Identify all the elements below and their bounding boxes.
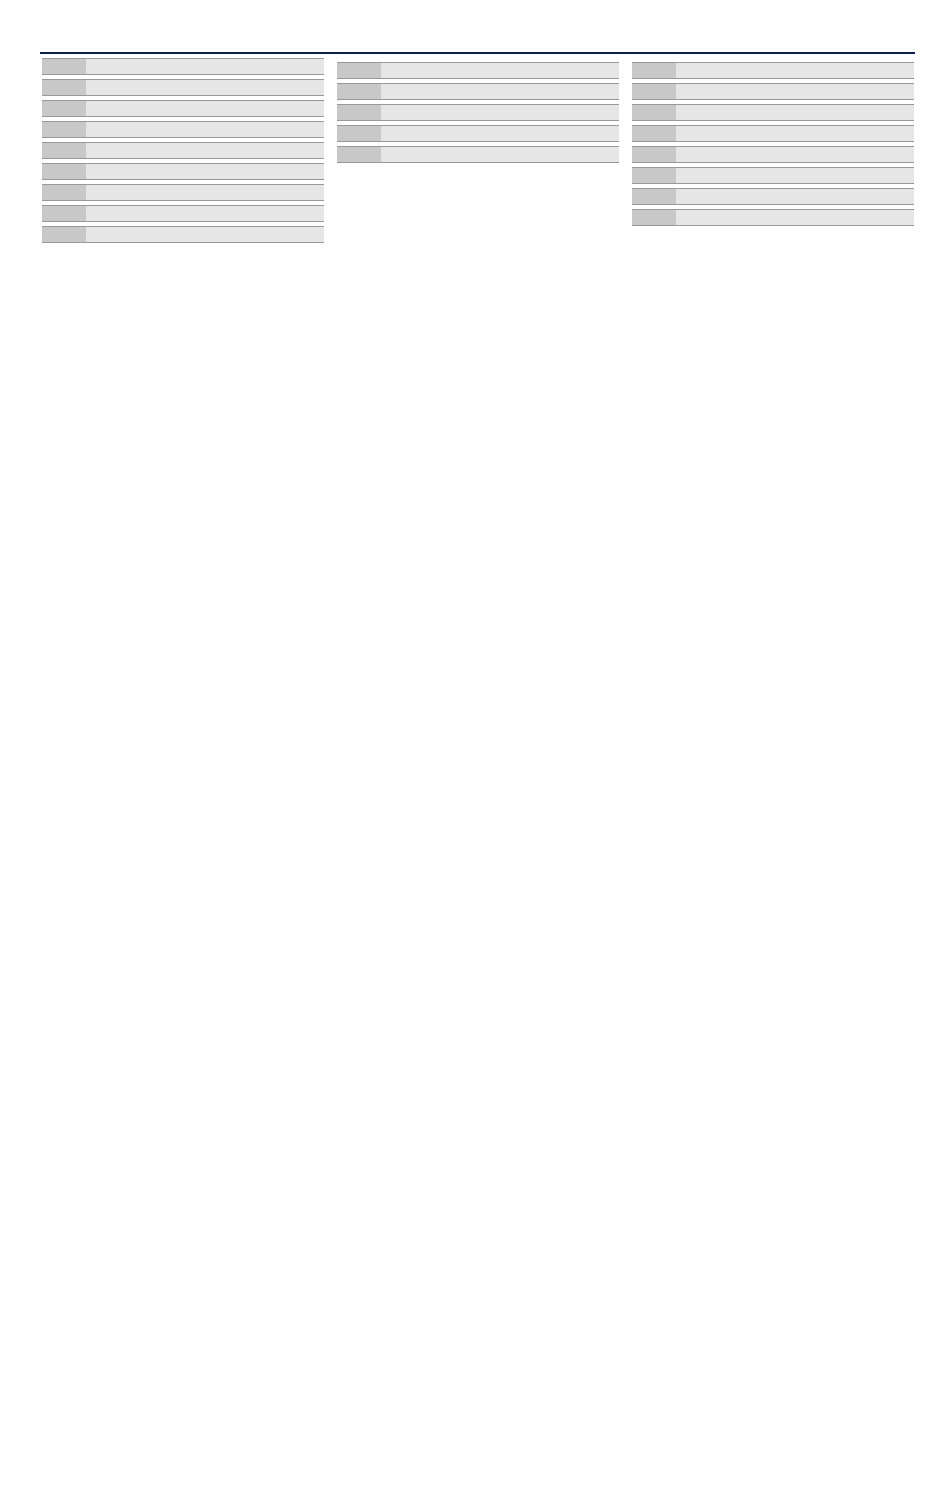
article-number [632, 63, 676, 78]
continuation-article [337, 104, 619, 121]
article-number [337, 105, 381, 120]
article-number [42, 143, 86, 158]
continuation-header [337, 104, 619, 121]
continuation-article [42, 163, 324, 180]
continuation-header [42, 100, 324, 117]
article-number [632, 210, 676, 225]
article-number [42, 80, 86, 95]
continuation-header [632, 125, 914, 142]
continuation-header [337, 125, 619, 142]
article-number [42, 101, 86, 116]
continuation-article [632, 188, 914, 205]
article-number [632, 189, 676, 204]
article-number [632, 84, 676, 99]
column-2 [337, 58, 619, 1494]
continuation-header [42, 58, 324, 75]
continuation-article [632, 104, 914, 121]
continuation-article [42, 142, 324, 159]
article-number [632, 147, 676, 162]
continuation-article [42, 58, 324, 75]
continuation-header [42, 142, 324, 159]
continuation-article [632, 209, 914, 226]
article-number [632, 126, 676, 141]
article-number [337, 63, 381, 78]
article-number [42, 206, 86, 221]
article-number [632, 105, 676, 120]
continuation-header [632, 83, 914, 100]
continuation-header [42, 79, 324, 96]
continuation-article [42, 121, 324, 138]
continuation-header [337, 83, 619, 100]
continuation-header [42, 121, 324, 138]
article-number [337, 84, 381, 99]
continuation-header [632, 62, 914, 79]
masthead-rule [40, 52, 915, 54]
article-number [42, 164, 86, 179]
continuation-header [632, 104, 914, 121]
continuation-header [337, 146, 619, 163]
continuation-header [42, 226, 324, 243]
article-number [42, 227, 86, 242]
continuation-article [632, 83, 914, 100]
continuation-article [632, 125, 914, 142]
continuation-header [337, 62, 619, 79]
continuation-header [632, 167, 914, 184]
continuation-header [632, 209, 914, 226]
continuation-article [632, 167, 914, 184]
continuation-header [42, 184, 324, 201]
continuation-header [42, 163, 324, 180]
continuation-article [337, 83, 619, 100]
continuation-article [42, 79, 324, 96]
continuation-header [42, 205, 324, 222]
continuation-article [42, 184, 324, 201]
article-number [42, 59, 86, 74]
continuation-article [42, 205, 324, 222]
continuation-article [337, 146, 619, 163]
continuation-article [632, 146, 914, 163]
continuation-article [632, 62, 914, 79]
column-1 [42, 58, 324, 1494]
continuation-header [632, 188, 914, 205]
continuation-article [42, 226, 324, 243]
article-number [337, 126, 381, 141]
article-number [42, 122, 86, 137]
masthead [0, 0, 945, 52]
continuation-article [337, 125, 619, 142]
article-number [42, 185, 86, 200]
article-number [632, 168, 676, 183]
continuation-header [632, 146, 914, 163]
continuation-article [42, 100, 324, 117]
article-number [337, 147, 381, 162]
column-3 [632, 58, 914, 1494]
continuation-article [337, 62, 619, 79]
